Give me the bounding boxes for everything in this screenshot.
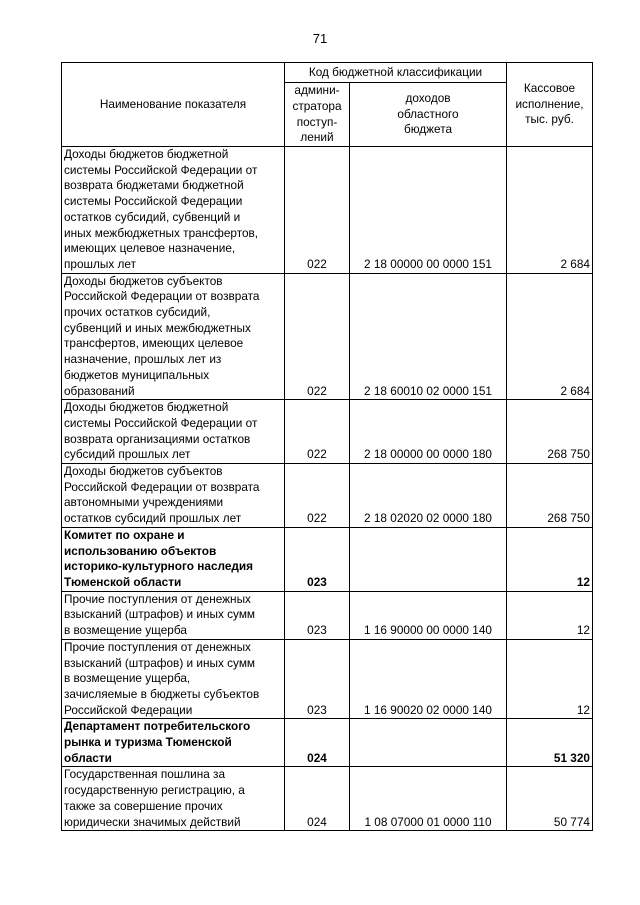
page-number: 71 (312, 31, 328, 46)
header-administrator (285, 83, 350, 147)
table-row (62, 400, 593, 464)
cell-amount: 268 750 (507, 464, 593, 528)
cell-amount: 12 (507, 639, 593, 719)
cell-revenue-code: 2 18 00000 00 0000 180 (350, 400, 507, 464)
header-classification-label: Код бюджетной классификации (308, 64, 483, 79)
table-row (62, 591, 593, 639)
cell-admin-code: 022 (285, 147, 350, 274)
cell-admin-code: 023 (285, 591, 350, 639)
table-row (62, 767, 593, 831)
header-revenues-label: доходов областного бюджета (397, 90, 459, 137)
cell-name: Доходы бюджетов субъектов Российской Федерации от возврата автономными учреждениями остатков субсидий прошлых лет (62, 464, 285, 528)
cell-admin-code: 024 (285, 719, 350, 767)
cell-admin-code: 022 (285, 273, 350, 400)
cell-revenue-code: 1 08 07000 01 0000 110 (350, 767, 507, 831)
budget-table (61, 62, 593, 831)
header-execution-label: Кассовое исполнение, тыс. руб. (515, 80, 584, 127)
table-row (62, 719, 593, 767)
cell-revenue-code: 1 16 90020 02 0000 140 (350, 639, 507, 719)
cell-amount: 12 (507, 527, 593, 591)
cell-revenue-code: 1 16 90000 00 0000 140 (350, 591, 507, 639)
header-administrator-label: админи- стратора поступ- лений (292, 83, 342, 145)
table-row (62, 273, 593, 400)
cell-admin-code: 024 (285, 767, 350, 831)
cell-amount: 12 (507, 591, 593, 639)
cell-name: Прочие поступления от денежных взысканий (штрафов) и иных сумм в возмещение ущерба (62, 591, 285, 639)
cell-revenue-code (350, 719, 507, 767)
table-row (62, 527, 593, 591)
header-classification (285, 63, 507, 83)
cell-name: Доходы бюджетов субъектов Российской Федерации от возврата прочих остатков субсидий, субвенций и иных межбюджетных трансфертов, имеющих целевое назначение, прошлых лет из бюджетов муниципальных образований (62, 273, 285, 400)
cell-amount: 2 684 (507, 147, 593, 274)
cell-name: Доходы бюджетов бюджетной системы Российской Федерации от возврата организациями остатков субсидий прошлых лет (62, 400, 285, 464)
header-name (62, 63, 285, 147)
cell-revenue-code: 2 18 02020 02 0000 180 (350, 464, 507, 528)
table-row (62, 464, 593, 528)
cell-admin-code: 023 (285, 639, 350, 719)
header-revenues (350, 83, 507, 147)
header-name-label: Наименование показателя (99, 96, 247, 111)
cell-name: Государственная пошлина за государственную регистрацию, а также за совершение прочих юридически значимых действий (62, 767, 285, 831)
cell-amount: 50 774 (507, 767, 593, 831)
cell-admin-code: 023 (285, 527, 350, 591)
cell-amount: 268 750 (507, 400, 593, 464)
cell-revenue-code: 2 18 00000 00 0000 151 (350, 147, 507, 274)
cell-revenue-code (350, 527, 507, 591)
cell-name: Доходы бюджетов бюджетной системы Российской Федерации от возврата бюджетами бюджетной системы Российской Федерации остатков субсидий, субвенций и иных межбюджетных трансфертов, имеющих целевое назначение, прошлых лет (62, 147, 285, 274)
cell-name: Департамент потребительского рынка и туризма Тюменской области (62, 719, 285, 767)
cell-name: Комитет по охране и использованию объектов историко-культурного наследия Тюменской области (62, 527, 285, 591)
cell-revenue-code: 2 18 60010 02 0000 151 (350, 273, 507, 400)
cell-amount: 51 320 (507, 719, 593, 767)
cell-admin-code: 022 (285, 400, 350, 464)
header-execution (507, 63, 593, 147)
cell-admin-code: 022 (285, 464, 350, 528)
table-row (62, 639, 593, 719)
table-row (62, 147, 593, 274)
cell-amount: 2 684 (507, 273, 593, 400)
cell-name: Прочие поступления от денежных взысканий (штрафов) и иных сумм в возмещение ущерба, зачисляемые в бюджеты субъектов Российской Федерации (62, 639, 285, 719)
